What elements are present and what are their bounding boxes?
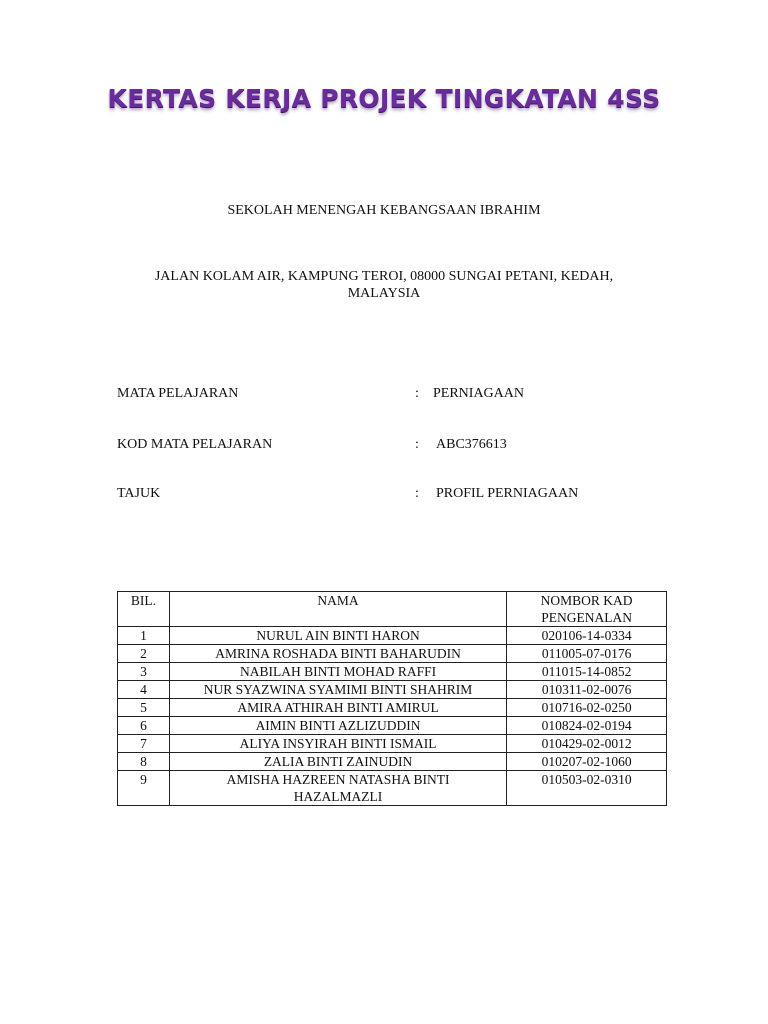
member-ic-number: 011005-07-0176 <box>507 645 667 663</box>
row-number: 8 <box>118 753 170 771</box>
member-ic-number: 011015-14-0852 <box>507 663 667 681</box>
row-number: 2 <box>118 645 170 663</box>
row-number: 3 <box>118 663 170 681</box>
header-bil: BIL. <box>118 592 170 627</box>
row-number: 4 <box>118 681 170 699</box>
subject-value: PERNIAGAAN <box>433 386 524 401</box>
row-number: 6 <box>118 717 170 735</box>
header-nama: NAMA <box>169 592 506 627</box>
subject-code-value: ABC376613 <box>436 437 507 452</box>
member-rows <box>118 627 667 806</box>
member-ic-number: 010207-02-1060 <box>507 753 667 771</box>
member-table <box>117 591 667 806</box>
subject-code-label: KOD MATA PELAJARAN <box>117 437 273 452</box>
table-row <box>118 681 667 699</box>
member-name: AMIRA ATHIRAH BINTI AMIRUL <box>169 699 506 717</box>
member-ic-number: 020106-14-0334 <box>507 627 667 645</box>
row-number: 5 <box>118 699 170 717</box>
member-name: NUR SYAZWINA SYAMIMI BINTI SHAHRIM <box>169 681 506 699</box>
header-ic-number-text: NOMBOR KAD PENGENALAN <box>540 593 633 625</box>
member-name: AMISHA HAZREEN NATASHA BINTI HAZALMAZLI <box>169 771 506 806</box>
member-name: ALIYA INSYIRAH BINTI ISMAIL <box>169 735 506 753</box>
document-title: KERTAS KERJA PROJEK TINGKATAN 4SS <box>107 84 661 113</box>
member-name: AMRINA ROSHADA BINTI BAHARUDIN <box>169 645 506 663</box>
table-header-row <box>118 592 667 627</box>
member-ic-number: 010824-02-0194 <box>507 717 667 735</box>
table-row <box>118 771 667 806</box>
table-row <box>118 663 667 681</box>
subject-code-separator: : <box>415 437 419 452</box>
member-name: NABILAH BINTI MOHAD RAFFI <box>169 663 506 681</box>
member-ic-number: 010429-02-0012 <box>507 735 667 753</box>
address-line-1: JALAN KOLAM AIR, KAMPUNG TEROI, 08000 SUNGAI PETANI, KEDAH, <box>154 269 614 284</box>
address-line-2: MALAYSIA <box>347 286 421 301</box>
member-ic-number: 010311-02-0076 <box>507 681 667 699</box>
school-name: SEKOLAH MENENGAH KEBANGSAAN IBRAHIM <box>227 203 541 218</box>
topic-label: TAJUK <box>117 486 161 501</box>
member-name: AIMIN BINTI AZLIZUDDIN <box>169 717 506 735</box>
row-number: 9 <box>118 771 170 806</box>
header-ic-number <box>507 592 667 627</box>
table-row <box>118 699 667 717</box>
table-row <box>118 753 667 771</box>
member-ic-number: 010716-02-0250 <box>507 699 667 717</box>
subject-label: MATA PELAJARAN <box>117 386 239 401</box>
subject-separator: : <box>415 386 419 401</box>
table-row <box>118 735 667 753</box>
row-number: 1 <box>118 627 170 645</box>
table-row <box>118 645 667 663</box>
row-number: 7 <box>118 735 170 753</box>
school-address <box>100 268 668 302</box>
member-name: NURUL AIN BINTI HARON <box>169 627 506 645</box>
topic-value: PROFIL PERNIAGAAN <box>436 486 579 501</box>
topic-separator: : <box>415 486 419 501</box>
table-row <box>118 717 667 735</box>
member-ic-number: 010503-02-0310 <box>507 771 667 806</box>
member-name: ZALIA BINTI ZAINUDIN <box>169 753 506 771</box>
table-row <box>118 627 667 645</box>
